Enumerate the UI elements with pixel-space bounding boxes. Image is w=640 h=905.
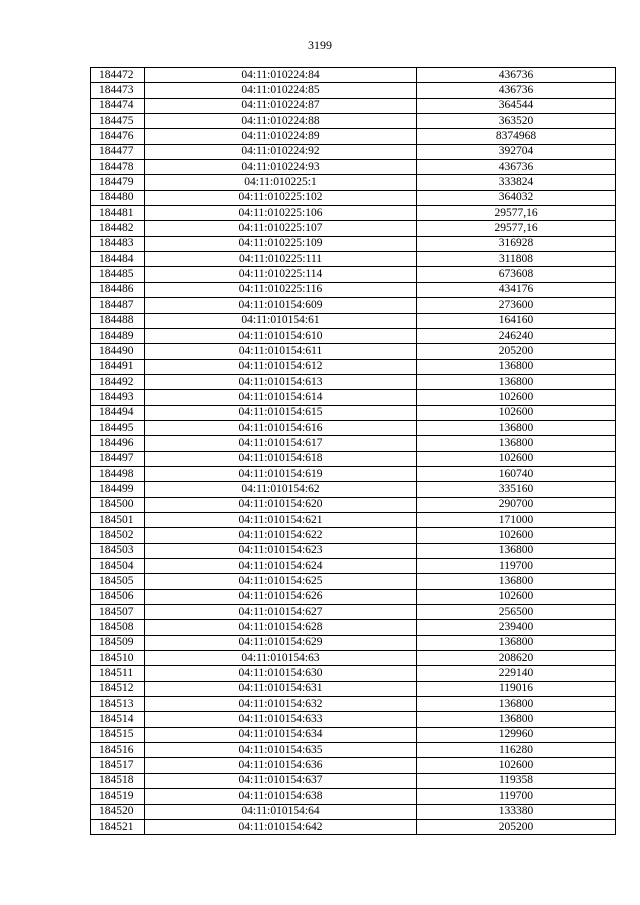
cadastral-number-cell: 04:11:010154:623 <box>145 543 417 558</box>
row-number-cell: 184508 <box>91 620 145 635</box>
cadastral-number-cell: 04:11:010154:62 <box>145 482 417 497</box>
row-number-cell: 184475 <box>91 114 145 129</box>
page-number: 3199 <box>308 38 332 52</box>
cadastral-number-cell: 04:11:010224:92 <box>145 144 417 159</box>
cadastral-value-cell: 171000 <box>417 512 616 527</box>
cadastral-value-cell: 316928 <box>417 236 616 251</box>
table-row <box>91 451 616 466</box>
table-row <box>91 160 616 175</box>
cadastral-value-cell: 205200 <box>417 344 616 359</box>
cadastral-number-cell: 04:11:010224:93 <box>145 160 417 175</box>
cadastral-number-cell: 04:11:010154:613 <box>145 374 417 389</box>
cadastral-value-cell: 205200 <box>417 819 616 834</box>
row-number-cell: 184483 <box>91 236 145 251</box>
table-row <box>91 436 616 451</box>
cadastral-number-cell: 04:11:010225:111 <box>145 252 417 267</box>
table-row <box>91 390 616 405</box>
cadastral-number-cell: 04:11:010154:633 <box>145 712 417 727</box>
cadastral-value-cell: 436736 <box>417 83 616 98</box>
table-row <box>91 68 616 83</box>
table-row <box>91 313 616 328</box>
table-row <box>91 528 616 543</box>
cadastral-number-cell: 04:11:010225:116 <box>145 282 417 297</box>
cadastral-number-cell: 04:11:010225:114 <box>145 267 417 282</box>
table-row <box>91 681 616 696</box>
cadastral-number-cell: 04:11:010225:102 <box>145 190 417 205</box>
row-number-cell: 184486 <box>91 282 145 297</box>
row-number-cell: 184511 <box>91 666 145 681</box>
table-row <box>91 466 616 481</box>
cadastral-number-cell: 04:11:010154:614 <box>145 390 417 405</box>
table-row <box>91 758 616 773</box>
cadastral-value-cell: 160740 <box>417 466 616 481</box>
table-row <box>91 405 616 420</box>
row-number-cell: 184489 <box>91 328 145 343</box>
table-row <box>91 175 616 190</box>
cadastral-number-cell: 04:11:010225:1 <box>145 175 417 190</box>
row-number-cell: 184516 <box>91 743 145 758</box>
row-number-cell: 184482 <box>91 221 145 236</box>
cadastral-number-cell: 04:11:010225:106 <box>145 206 417 221</box>
table-row <box>91 482 616 497</box>
cadastral-number-cell: 04:11:010154:636 <box>145 758 417 773</box>
cadastral-number-cell: 04:11:010154:619 <box>145 466 417 481</box>
cadastral-value-cell: 102600 <box>417 451 616 466</box>
row-number-cell: 184478 <box>91 160 145 175</box>
cadastral-number-cell: 04:11:010154:63 <box>145 651 417 666</box>
registry-table-body <box>91 68 616 835</box>
row-number-cell: 184503 <box>91 543 145 558</box>
table-row <box>91 666 616 681</box>
row-number-cell: 184473 <box>91 83 145 98</box>
row-number-cell: 184500 <box>91 497 145 512</box>
row-number-cell: 184512 <box>91 681 145 696</box>
cadastral-value-cell: 129960 <box>417 727 616 742</box>
cadastral-number-cell: 04:11:010224:89 <box>145 129 417 144</box>
row-number-cell: 184472 <box>91 68 145 83</box>
row-number-cell: 184499 <box>91 482 145 497</box>
table-row <box>91 635 616 650</box>
cadastral-value-cell: 29577,16 <box>417 221 616 236</box>
cadastral-value-cell: 136800 <box>417 374 616 389</box>
cadastral-number-cell: 04:11:010225:109 <box>145 236 417 251</box>
cadastral-value-cell: 136800 <box>417 635 616 650</box>
cadastral-number-cell: 04:11:010154:622 <box>145 528 417 543</box>
table-row <box>91 605 616 620</box>
row-number-cell: 184498 <box>91 466 145 481</box>
row-number-cell: 184480 <box>91 190 145 205</box>
cadastral-number-cell: 04:11:010154:616 <box>145 420 417 435</box>
cadastral-value-cell: 273600 <box>417 298 616 313</box>
row-number-cell: 184477 <box>91 144 145 159</box>
table-row <box>91 727 616 742</box>
cadastral-number-cell: 04:11:010154:609 <box>145 298 417 313</box>
cadastral-number-cell: 04:11:010154:631 <box>145 681 417 696</box>
row-number-cell: 184487 <box>91 298 145 313</box>
cadastral-value-cell: 136800 <box>417 420 616 435</box>
cadastral-value-cell: 208620 <box>417 651 616 666</box>
table-row <box>91 129 616 144</box>
cadastral-number-cell: 04:11:010154:627 <box>145 605 417 620</box>
table-row <box>91 651 616 666</box>
cadastral-number-cell: 04:11:010225:107 <box>145 221 417 236</box>
row-number-cell: 184518 <box>91 773 145 788</box>
cadastral-number-cell: 04:11:010154:621 <box>145 512 417 527</box>
table-row <box>91 559 616 574</box>
cadastral-value-cell: 119358 <box>417 773 616 788</box>
table-row <box>91 497 616 512</box>
cadastral-value-cell: 119700 <box>417 559 616 574</box>
cadastral-value-cell: 116280 <box>417 743 616 758</box>
table-row <box>91 512 616 527</box>
cadastral-number-cell: 04:11:010154:626 <box>145 589 417 604</box>
cadastral-number-cell: 04:11:010154:634 <box>145 727 417 742</box>
cadastral-number-cell: 04:11:010224:87 <box>145 98 417 113</box>
table-row <box>91 804 616 819</box>
row-number-cell: 184519 <box>91 789 145 804</box>
table-row <box>91 420 616 435</box>
cadastral-value-cell: 436736 <box>417 68 616 83</box>
row-number-cell: 184517 <box>91 758 145 773</box>
cadastral-value-cell: 102600 <box>417 405 616 420</box>
row-number-cell: 184495 <box>91 420 145 435</box>
cadastral-value-cell: 239400 <box>417 620 616 635</box>
table-row <box>91 819 616 834</box>
row-number-cell: 184507 <box>91 605 145 620</box>
row-number-cell: 184497 <box>91 451 145 466</box>
cadastral-value-cell: 290700 <box>417 497 616 512</box>
cadastral-number-cell: 04:11:010224:88 <box>145 114 417 129</box>
table-row <box>91 697 616 712</box>
row-number-cell: 184491 <box>91 359 145 374</box>
row-number-cell: 184474 <box>91 98 145 113</box>
cadastral-value-cell: 363520 <box>417 114 616 129</box>
cadastral-value-cell: 29577,16 <box>417 206 616 221</box>
row-number-cell: 184490 <box>91 344 145 359</box>
row-number-cell: 184485 <box>91 267 145 282</box>
row-number-cell: 184493 <box>91 390 145 405</box>
cadastral-number-cell: 04:11:010154:625 <box>145 574 417 589</box>
row-number-cell: 184484 <box>91 252 145 267</box>
cadastral-value-cell: 164160 <box>417 313 616 328</box>
cadastral-number-cell: 04:11:010154:630 <box>145 666 417 681</box>
cadastral-value-cell: 136800 <box>417 574 616 589</box>
cadastral-value-cell: 311808 <box>417 252 616 267</box>
row-number-cell: 184505 <box>91 574 145 589</box>
row-number-cell: 184515 <box>91 727 145 742</box>
row-number-cell: 184514 <box>91 712 145 727</box>
table-row <box>91 236 616 251</box>
cadastral-number-cell: 04:11:010154:632 <box>145 697 417 712</box>
cadastral-number-cell: 04:11:010154:612 <box>145 359 417 374</box>
cadastral-value-cell: 246240 <box>417 328 616 343</box>
cadastral-value-cell: 119016 <box>417 681 616 696</box>
cadastral-value-cell: 136800 <box>417 359 616 374</box>
row-number-cell: 184479 <box>91 175 145 190</box>
cadastral-value-cell: 333824 <box>417 175 616 190</box>
table-row <box>91 83 616 98</box>
cadastral-value-cell: 136800 <box>417 436 616 451</box>
row-number-cell: 184481 <box>91 206 145 221</box>
cadastral-value-cell: 133380 <box>417 804 616 819</box>
table-row <box>91 374 616 389</box>
cadastral-value-cell: 434176 <box>417 282 616 297</box>
table-row <box>91 252 616 267</box>
cadastral-number-cell: 04:11:010154:635 <box>145 743 417 758</box>
row-number-cell: 184501 <box>91 512 145 527</box>
cadastral-value-cell: 364544 <box>417 98 616 113</box>
row-number-cell: 184513 <box>91 697 145 712</box>
cadastral-value-cell: 673608 <box>417 267 616 282</box>
cadastral-value-cell: 136800 <box>417 697 616 712</box>
row-number-cell: 184492 <box>91 374 145 389</box>
table-row <box>91 206 616 221</box>
cadastral-number-cell: 04:11:010154:629 <box>145 635 417 650</box>
cadastral-value-cell: 136800 <box>417 543 616 558</box>
cadastral-number-cell: 04:11:010154:615 <box>145 405 417 420</box>
cadastral-number-cell: 04:11:010154:628 <box>145 620 417 635</box>
table-row <box>91 589 616 604</box>
row-number-cell: 184502 <box>91 528 145 543</box>
cadastral-value-cell: 102600 <box>417 589 616 604</box>
cadastral-value-cell: 136800 <box>417 712 616 727</box>
table-row <box>91 144 616 159</box>
cadastral-number-cell: 04:11:010154:611 <box>145 344 417 359</box>
cadastral-value-cell: 102600 <box>417 528 616 543</box>
cadastral-number-cell: 04:11:010224:85 <box>145 83 417 98</box>
table-row <box>91 743 616 758</box>
row-number-cell: 184506 <box>91 589 145 604</box>
cadastral-number-cell: 04:11:010224:84 <box>145 68 417 83</box>
cadastral-number-cell: 04:11:010154:638 <box>145 789 417 804</box>
row-number-cell: 184488 <box>91 313 145 328</box>
table-row <box>91 359 616 374</box>
cadastral-value-cell: 8374968 <box>417 129 616 144</box>
cadastral-number-cell: 04:11:010154:618 <box>145 451 417 466</box>
cadastral-value-cell: 392704 <box>417 144 616 159</box>
row-number-cell: 184494 <box>91 405 145 420</box>
registry-table <box>90 67 616 835</box>
cadastral-value-cell: 364032 <box>417 190 616 205</box>
table-row <box>91 190 616 205</box>
row-number-cell: 184496 <box>91 436 145 451</box>
row-number-cell: 184476 <box>91 129 145 144</box>
table-row <box>91 574 616 589</box>
cadastral-value-cell: 436736 <box>417 160 616 175</box>
table-row <box>91 328 616 343</box>
cadastral-number-cell: 04:11:010154:610 <box>145 328 417 343</box>
row-number-cell: 184510 <box>91 651 145 666</box>
table-row <box>91 773 616 788</box>
table-row <box>91 789 616 804</box>
cadastral-value-cell: 119700 <box>417 789 616 804</box>
table-row <box>91 114 616 129</box>
cadastral-number-cell: 04:11:010154:642 <box>145 819 417 834</box>
cadastral-value-cell: 102600 <box>417 390 616 405</box>
table-row <box>91 267 616 282</box>
cadastral-value-cell: 256500 <box>417 605 616 620</box>
cadastral-value-cell: 335160 <box>417 482 616 497</box>
table-row <box>91 221 616 236</box>
cadastral-number-cell: 04:11:010154:624 <box>145 559 417 574</box>
table-row <box>91 298 616 313</box>
table-row <box>91 98 616 113</box>
cadastral-number-cell: 04:11:010154:620 <box>145 497 417 512</box>
table-row <box>91 543 616 558</box>
row-number-cell: 184509 <box>91 635 145 650</box>
cadastral-number-cell: 04:11:010154:617 <box>145 436 417 451</box>
cadastral-value-cell: 229140 <box>417 666 616 681</box>
cadastral-number-cell: 04:11:010154:64 <box>145 804 417 819</box>
table-row <box>91 620 616 635</box>
row-number-cell: 184520 <box>91 804 145 819</box>
table-row <box>91 282 616 297</box>
table-row <box>91 344 616 359</box>
row-number-cell: 184504 <box>91 559 145 574</box>
cadastral-value-cell: 102600 <box>417 758 616 773</box>
cadastral-number-cell: 04:11:010154:61 <box>145 313 417 328</box>
cadastral-number-cell: 04:11:010154:637 <box>145 773 417 788</box>
row-number-cell: 184521 <box>91 819 145 834</box>
table-row <box>91 712 616 727</box>
